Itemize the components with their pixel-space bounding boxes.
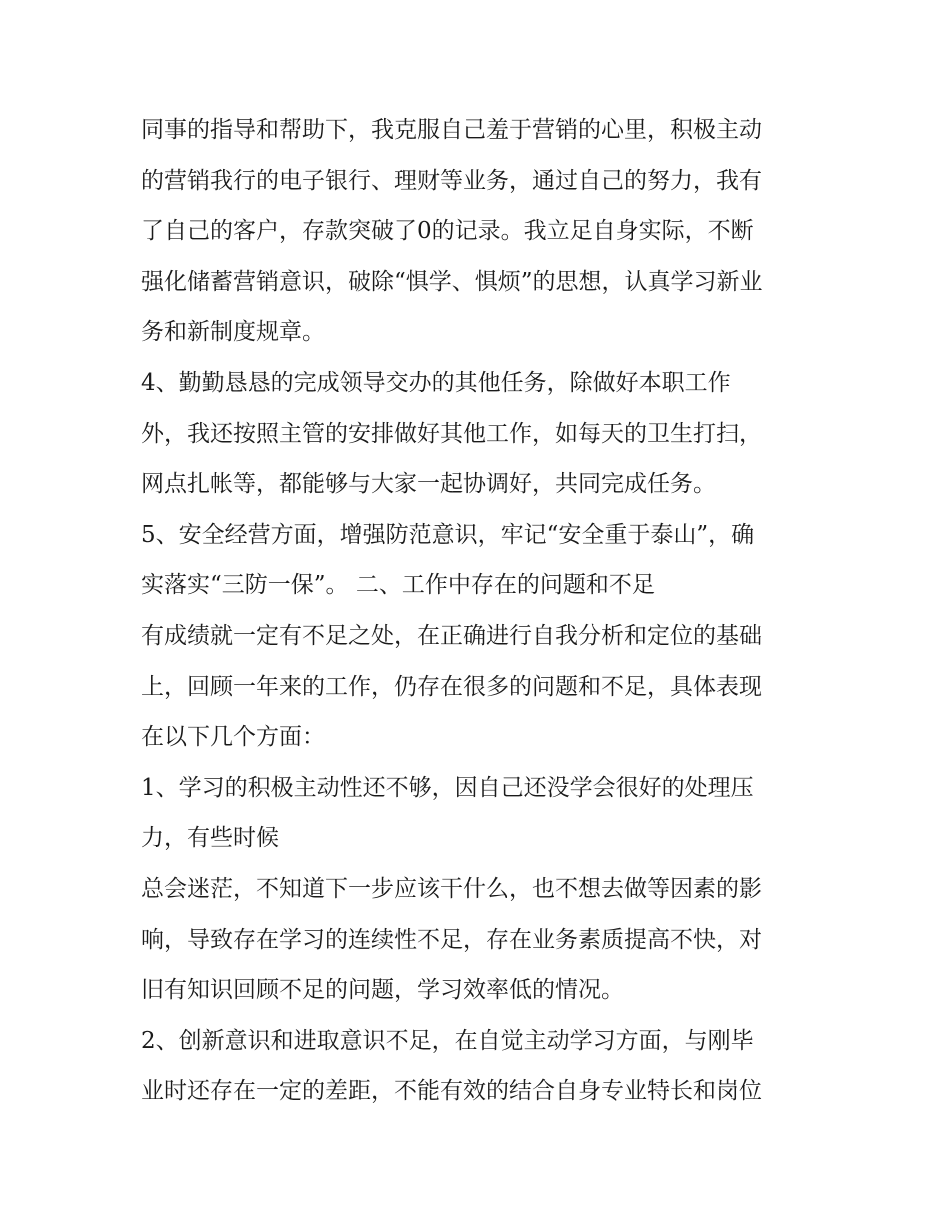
text-line-14: 1、学习的积极主动性还不够，因自己还没学会很好的处理压	[141, 774, 754, 801]
text-line-9: 5、安全经营方面，增强防范意识，牢记“安全重于泰山”，确	[141, 521, 755, 548]
text-line-17: 响，导致存在学习的连续性不足，存在业务素质提高不快，对	[141, 926, 762, 953]
document-body	[141, 105, 821, 1117]
text-line-6: 4、勤勤恳恳的完成领导交办的其他任务，除做好本职工作	[141, 369, 731, 396]
text-line-2: 的营销我行的电子银行、理财等业务，通过自己的努力，我有	[141, 167, 762, 194]
text-line-4: 强化储蓄营销意识，破除“惧学、惧烦”的思想，认真学习新业	[141, 268, 763, 295]
text-line-11: 有成绩就一定有不足之处，在正确进行自我分析和定位的基础	[141, 622, 762, 649]
text-line-1: 同事的指导和帮助下，我克服自己羞于营销的心里，积极主动	[141, 117, 762, 143]
text-line-18: 旧有知识回顾不足的问题，学习效率低的情况。	[141, 977, 624, 1004]
text-line-20: 业时还存在一定的差距，不能有效的结合自身专业特长和岗位	[141, 1078, 762, 1105]
text-line-15: 力，有些时候	[141, 825, 279, 852]
text-line-10: 实落实“三防一保”。 二、工作中存在的问题和不足	[141, 572, 655, 599]
text-line-8: 网点扎帐等，都能够与大家一起协调好，共同完成任务。	[141, 471, 716, 498]
text-line-19: 2、创新意识和进取意识不足，在自觉主动学习方面，与刚毕	[141, 1027, 754, 1054]
text-line-13: 在以下几个方面：	[141, 724, 325, 751]
text-line-3: 了自己的客户，存款突破了0的记录。我立足自身实际，不断	[141, 218, 754, 245]
text-line-7: 外，我还按照主管的安排做好其他工作，如每天的卫生打扫，	[141, 420, 762, 447]
text-line-5: 务和新制度规章。	[141, 319, 325, 346]
text-line-12: 上，回顾一年来的工作，仍存在很多的问题和不足，具体表现	[141, 673, 762, 700]
text-line-16: 总会迷茫，不知道下一步应该干什么，也不想去做等因素的影	[141, 875, 762, 902]
